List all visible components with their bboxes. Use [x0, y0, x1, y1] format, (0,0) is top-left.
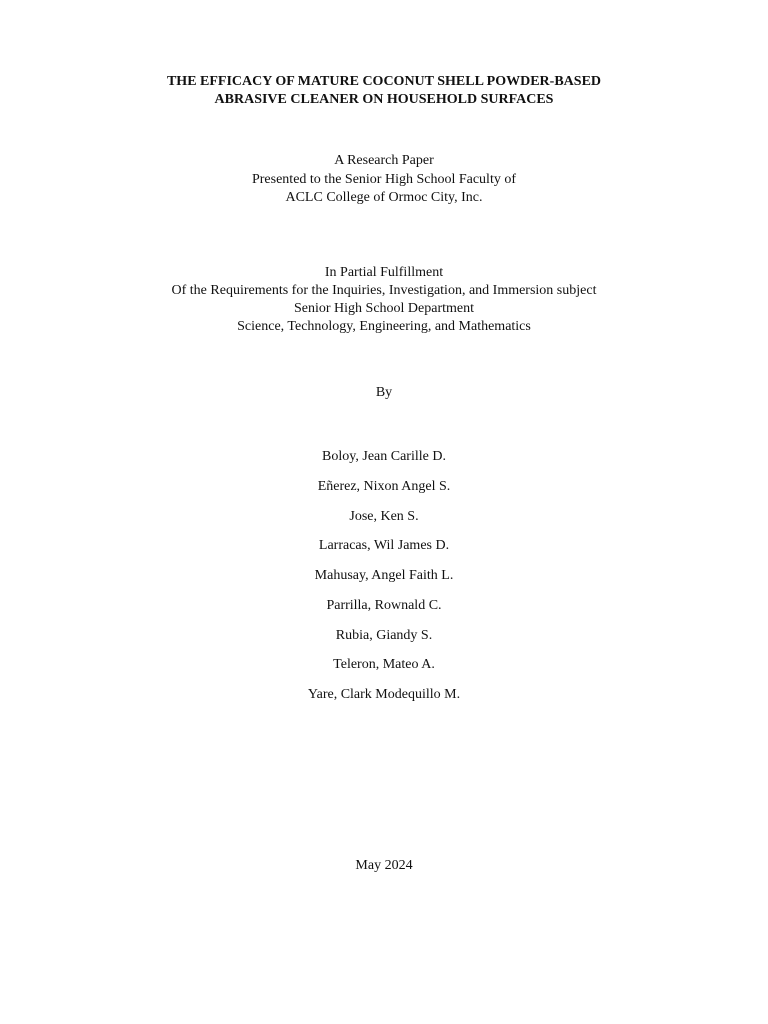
fulfillment-block	[0, 264, 768, 336]
by-block	[0, 384, 768, 402]
title-line-1: THE EFFICACY OF MATURE COCONUT SHELL POWDER-BASED	[166, 74, 602, 89]
author-list	[0, 442, 768, 710]
date-block	[0, 857, 768, 875]
author-name: Parrilla, Rownald C.	[326, 597, 442, 613]
presentation-block	[0, 152, 768, 208]
author-name: Boloy, Jean Carille D.	[322, 449, 446, 464]
requirements-text: Of the Requirements for the Inquiries, Investigation, and Immersion subject	[171, 283, 597, 298]
fulfillment-heading: In Partial Fulfillment	[324, 265, 444, 280]
institution: ACLC College of Ormoc City, Inc.	[285, 190, 483, 205]
title-line-2: ABRASIVE CLEANER ON HOUSEHOLD SURFACES	[214, 92, 554, 107]
submission-date: May 2024	[355, 858, 413, 873]
paper-type: A Research Paper	[334, 153, 434, 168]
department: Senior High School Department	[293, 301, 475, 316]
author-name: Larracas, Wil James D.	[318, 538, 450, 554]
strand: Science, Technology, Engineering, and Mathematics	[237, 319, 531, 334]
author-name: Teleron, Mateo A.	[333, 657, 435, 673]
by-label: By	[375, 385, 393, 400]
author-name: Eñerez, Nixon Angel S.	[317, 478, 451, 494]
paper-title	[0, 73, 768, 109]
author-name: Mahusay, Angel Faith L.	[314, 568, 454, 583]
author-name: Rubia, Giandy S.	[335, 627, 433, 643]
presented-to: Presented to the Senior High School Faculty of	[251, 171, 517, 187]
author-name: Yare, Clark Modequillo M.	[307, 687, 461, 702]
author-name: Jose, Ken S.	[349, 508, 419, 524]
